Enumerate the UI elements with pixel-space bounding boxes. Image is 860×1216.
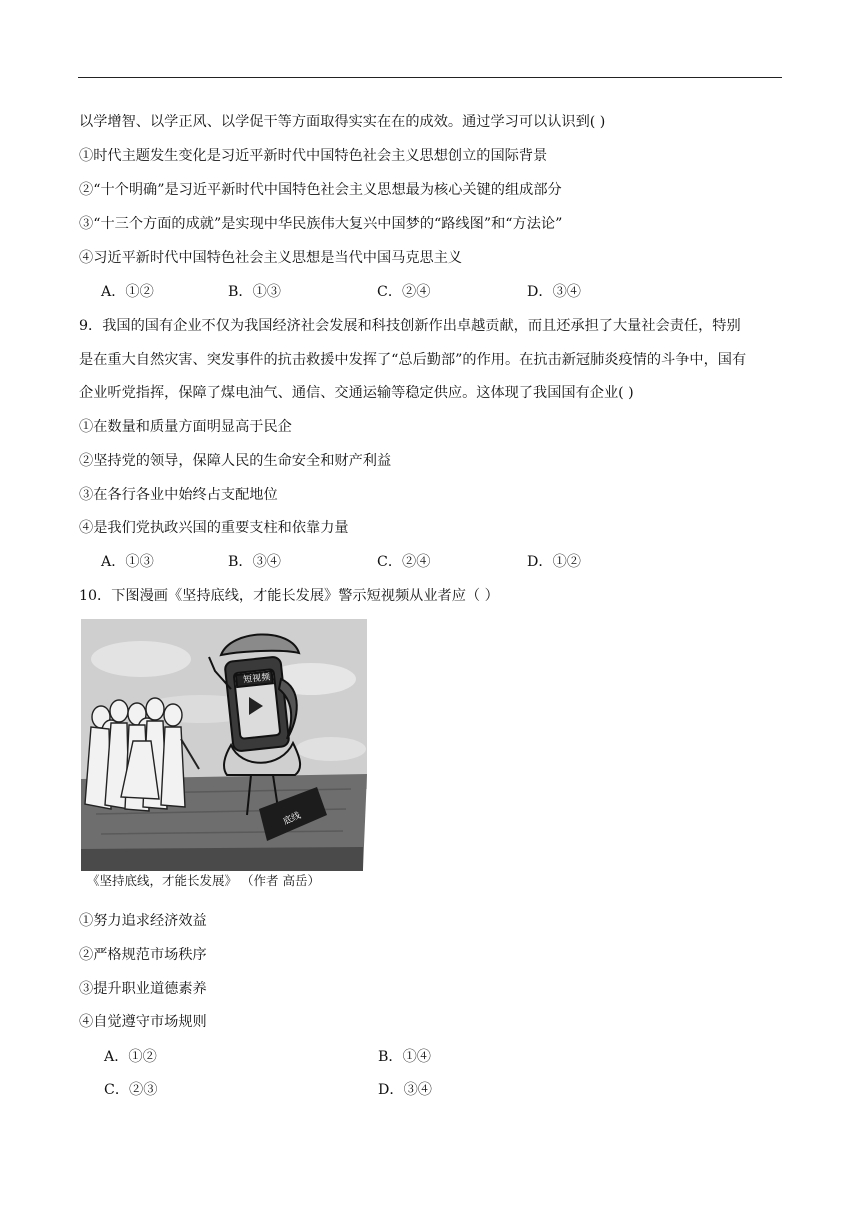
q9-option-d[interactable]: D．①② bbox=[527, 554, 581, 570]
cartoon-image bbox=[81, 619, 367, 891]
cartoon-sign-text: 短视频 bbox=[242, 672, 271, 686]
q8-statement-2: ②“十个明确”是习近平新时代中国特色社会主义思想最为核心关键的组成部分 bbox=[79, 182, 562, 198]
q8-option-b[interactable]: B．①③ bbox=[228, 284, 281, 300]
q10-statement-1: ①努力追求经济效益 bbox=[79, 913, 207, 929]
q10-option-a[interactable]: A．①② bbox=[104, 1049, 157, 1065]
q9-statement-2: ②坚持党的领导，保障人民的生命安全和财产利益 bbox=[79, 453, 392, 469]
q10-option-b[interactable]: B．①④ bbox=[378, 1049, 431, 1065]
q10-statement-3: ③提升职业道德素养 bbox=[79, 981, 207, 997]
q8-statement-4: ④习近平新时代中国特色社会主义思想是当代中国马克思主义 bbox=[79, 250, 463, 266]
q10-option-d[interactable]: D．③④ bbox=[378, 1082, 432, 1098]
cartoon-caption: 《坚持底线，才能长发展》 （作者 高岳） bbox=[87, 873, 320, 888]
q10-stem: 10．下图漫画《坚持底线，才能长发展》警示短视频从业者应（ ） bbox=[79, 588, 499, 604]
q9-stem-line-1: 9．我国的国有企业不仅为我国经济社会发展和科技创新作出卓越贡献，而且还承担了大量社会责任，特别 bbox=[79, 318, 741, 334]
q8-option-c[interactable]: C．②④ bbox=[377, 284, 431, 300]
q9-option-c[interactable]: C．②④ bbox=[377, 554, 431, 570]
q9-option-a[interactable]: A．①③ bbox=[101, 554, 154, 570]
q9-statement-1: ①在数量和质量方面明显高于民企 bbox=[79, 419, 292, 435]
q8-statement-1: ①时代主题发生变化是习近平新时代中国特色社会主义思想创立的国际背景 bbox=[79, 148, 548, 164]
q8-stem-tail: 以学增智、以学正风、以学促干等方面取得实实在在的成效。通过学习可以认识到( ) bbox=[79, 114, 606, 130]
q9-stem-line-3: 企业听党指挥，保障了煤电油气、通信、交通运输等稳定供应。这体现了我国国有企业( ) bbox=[79, 385, 634, 401]
q9-stem-line-2: 是在重大自然灾害、突发事件的抗击救援中发挥了“总后勤部”的作用。在抗击新冠肺炎疫情的斗争中，国有 bbox=[79, 352, 747, 368]
q9-statement-4: ④是我们党执政兴国的重要支柱和依靠力量 bbox=[79, 520, 349, 536]
q10-statement-2: ②严格规范市场秩序 bbox=[79, 947, 207, 963]
header-rule bbox=[78, 77, 782, 78]
q9-option-b[interactable]: B．③④ bbox=[228, 554, 281, 570]
q8-option-d[interactable]: D．③④ bbox=[527, 284, 581, 300]
q10-option-c[interactable]: C．②③ bbox=[104, 1082, 158, 1098]
q10-statement-4: ④自觉遵守市场规则 bbox=[79, 1014, 207, 1030]
q9-statement-3: ③在各行各业中始终占支配地位 bbox=[79, 487, 278, 503]
q8-statement-3: ③“十三个方面的成就”是实现中华民族伟大复兴中国梦的“路线图”和“方法论” bbox=[79, 216, 563, 232]
q8-option-a[interactable]: A．①② bbox=[101, 284, 154, 300]
cartoon-line-text: 底线 bbox=[281, 810, 303, 828]
